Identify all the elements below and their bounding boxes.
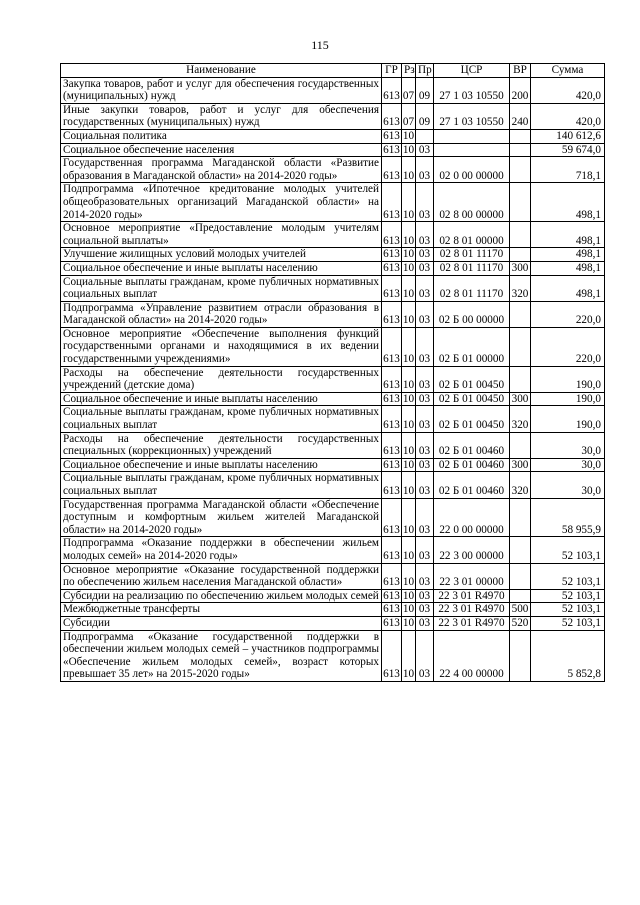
cell-name: Социальное обеспечение и иные выплаты населению: [61, 392, 382, 406]
cell-csr: 02 Б 01 00450: [434, 366, 510, 392]
header-vr: ВР: [510, 64, 531, 78]
cell-csr: [434, 129, 510, 143]
cell-pr: 03: [416, 222, 434, 248]
cell-csr: 02 0 00 00000: [434, 157, 510, 183]
cell-csr: 27 1 03 10550: [434, 77, 510, 103]
header-csr: ЦСР: [434, 64, 510, 78]
cell-name: Улучшение жилищных условий молодых учителей: [61, 248, 382, 262]
cell-name: Социальные выплаты гражданам, кроме публичных нормативных социальных выплат: [61, 472, 382, 498]
cell-name: Социальное обеспечение и иные выплаты населению: [61, 458, 382, 472]
cell-pr: [416, 129, 434, 143]
cell-rz: 10: [402, 222, 416, 248]
cell-pr: 03: [416, 630, 434, 681]
cell-sum: 52 103,1: [531, 537, 605, 563]
cell-pr: 03: [416, 366, 434, 392]
cell-rz: 10: [402, 261, 415, 274]
cell-sum: 498,1: [531, 275, 605, 301]
cell-sum: 498,1: [531, 222, 605, 248]
cell-gr: 613: [382, 537, 402, 563]
table-row: [61, 472, 605, 498]
cell-name: Основное мероприятие «Обеспечение выполнения функций государственными органами и находящимися в их ведении государственными учреждениями»: [61, 327, 382, 366]
cell-name: Подпрограмма «Ипотечное кредитование молодых учителей общеобразовательных организаций Магаданской области» на 2014-2020 годы»: [61, 183, 382, 222]
cell-sum: 30,0: [531, 458, 605, 472]
cell-vr: [510, 157, 531, 183]
cell-pr: 03: [416, 603, 434, 617]
cell-name: Основное мероприятие «Предоставление молодым учителям социальной выплаты»: [61, 222, 382, 248]
cell-name: Подпрограмма «Оказание государственной поддержки в обеспечении жильем молодых семей – участников подпрограммы «Обеспечение жильем молодых семей», возраст которых превышает 35 лет» на 2015-2020 годы»: [61, 630, 382, 681]
table-row: [61, 248, 605, 262]
cell-vr: [510, 129, 531, 143]
cell-vr: [510, 366, 531, 392]
table-row: [61, 432, 605, 458]
cell-name: Социальная политика: [61, 129, 382, 143]
cell-gr: 613: [382, 275, 402, 301]
cell-csr: 02 8 01 00000: [434, 222, 510, 248]
cell-rz: 07: [402, 103, 416, 129]
table-row: [61, 157, 605, 183]
cell-vr: 500: [510, 603, 531, 617]
table-row: [61, 630, 605, 681]
table-row: [61, 589, 605, 603]
cell-rz: 10: [402, 143, 415, 156]
header-row: [61, 64, 605, 78]
cell-name: Социальное обеспечение населения: [61, 143, 382, 157]
cell-sum: 498,1: [531, 248, 605, 262]
cell-vr: [510, 143, 531, 157]
cell-name: Расходы на обеспечение деятельности государственных учреждений (детские дома): [61, 366, 382, 392]
header-rz: Рз: [402, 64, 416, 78]
cell-rz: 10: [402, 248, 415, 261]
cell-vr: [510, 498, 531, 537]
table-row: [61, 498, 605, 537]
cell-rz: 10: [402, 630, 416, 681]
cell-csr: 22 4 00 00000: [434, 630, 510, 681]
cell-gr: 613: [382, 472, 402, 498]
cell-vr: [510, 537, 531, 563]
cell-rz: 10: [402, 366, 416, 392]
cell-gr: 613: [382, 327, 402, 366]
table-row: [61, 129, 605, 143]
cell-name: Социальные выплаты гражданам, кроме публичных нормативных социальных выплат: [61, 406, 382, 432]
cell-vr: [510, 222, 531, 248]
cell-vr: 300: [510, 261, 531, 275]
cell-pr: 03: [416, 616, 434, 630]
cell-csr: 02 Б 00 00000: [434, 301, 510, 327]
cell-csr: 02 8 01 11170: [434, 248, 510, 262]
cell-pr: 03: [416, 472, 434, 498]
cell-pr: 03: [416, 261, 434, 275]
cell-sum: 498,1: [531, 261, 605, 275]
cell-vr: 300: [510, 458, 531, 472]
cell-vr: 320: [510, 406, 531, 432]
cell-gr: 613: [383, 603, 400, 616]
cell-vr: [510, 327, 531, 366]
cell-sum: 30,0: [531, 432, 605, 458]
cell-pr: 03: [416, 498, 434, 537]
cell-rz: 10: [402, 327, 416, 366]
cell-gr: 613: [382, 563, 402, 589]
cell-gr: 613: [383, 143, 400, 156]
cell-name: Закупка товаров, работ и услуг для обеспечения государственных (муниципальных) нужд: [61, 77, 382, 103]
cell-csr: [434, 143, 510, 157]
table-row: [61, 406, 605, 432]
cell-sum: 498,1: [531, 183, 605, 222]
cell-pr: 03: [416, 392, 434, 406]
cell-name: Субсидии на реализацию по обеспечению жильем молодых семей: [61, 589, 382, 603]
cell-sum: 52 103,1: [531, 603, 605, 617]
cell-csr: 02 Б 01 00450: [434, 406, 510, 432]
cell-gr: 613: [382, 498, 402, 537]
page-number: 115: [311, 38, 329, 52]
cell-rz: 10: [402, 432, 416, 458]
cell-vr: 320: [510, 275, 531, 301]
cell-gr: 613: [382, 406, 402, 432]
cell-gr: 613: [383, 129, 400, 142]
cell-rz: 07: [402, 77, 416, 103]
cell-vr: [510, 183, 531, 222]
cell-csr: 22 3 01 00000: [434, 563, 510, 589]
table-row: [61, 103, 605, 129]
cell-pr: 03: [416, 248, 434, 262]
table-row: [61, 301, 605, 327]
cell-sum: 52 103,1: [531, 589, 605, 603]
cell-rz: 10: [402, 458, 415, 471]
cell-rz: 10: [402, 472, 416, 498]
cell-gr: 613: [382, 103, 402, 129]
cell-name: Субсидии: [61, 616, 382, 630]
header-sum: Сумма: [531, 64, 605, 78]
table-row: [61, 537, 605, 563]
cell-rz: 10: [402, 563, 416, 589]
cell-sum: 420,0: [531, 77, 605, 103]
table-row: [61, 392, 605, 406]
cell-vr: [510, 301, 531, 327]
cell-name: Социальное обеспечение и иные выплаты населению: [61, 261, 382, 275]
cell-gr: 613: [382, 432, 402, 458]
cell-gr: 613: [383, 248, 400, 261]
header-pr: Пр: [416, 64, 434, 78]
cell-pr: 03: [416, 458, 434, 472]
cell-rz: 10: [402, 129, 415, 142]
header-name: Наименование: [61, 64, 382, 78]
budget-table: [60, 63, 605, 682]
cell-vr: 240: [510, 103, 531, 129]
cell-rz: 10: [402, 616, 415, 629]
cell-csr: 22 3 00 00000: [434, 537, 510, 563]
cell-pr: 03: [416, 563, 434, 589]
cell-sum: 5 852,8: [531, 630, 605, 681]
cell-rz: 10: [402, 183, 416, 222]
cell-pr: 09: [416, 77, 434, 103]
cell-vr: 320: [510, 472, 531, 498]
table-row: [61, 222, 605, 248]
cell-vr: 200: [510, 77, 531, 103]
cell-pr: 03: [416, 406, 434, 432]
table-row: [61, 603, 605, 617]
cell-sum: 30,0: [531, 472, 605, 498]
cell-sum: 718,1: [531, 157, 605, 183]
table-row: [61, 327, 605, 366]
cell-csr: 02 8 01 11170: [434, 261, 510, 275]
cell-csr: 02 Б 01 00460: [434, 432, 510, 458]
cell-name: Подпрограмма «Оказание поддержки в обеспечении жильем молодых семей» на 2014-2020 годы»: [61, 537, 382, 563]
cell-csr: 22 0 00 00000: [434, 498, 510, 537]
cell-name: Основное мероприятие «Оказание государственной поддержки по обеспечению жильем населения Магаданской области»: [61, 563, 382, 589]
cell-sum: 52 103,1: [531, 616, 605, 630]
cell-rz: 10: [402, 301, 416, 327]
cell-pr: 03: [416, 143, 434, 157]
cell-vr: [510, 630, 531, 681]
cell-sum: 52 103,1: [531, 563, 605, 589]
cell-name: Государственная программа Магаданской области «Развитие образования в Магаданской области» на 2014-2020 годы»: [61, 157, 382, 183]
cell-sum: 190,0: [531, 392, 605, 406]
cell-sum: 220,0: [531, 301, 605, 327]
cell-csr: 22 3 01 R4970: [434, 603, 510, 617]
cell-sum: 190,0: [531, 406, 605, 432]
cell-csr: 22 3 01 R4970: [434, 616, 510, 630]
cell-csr: 02 Б 01 00460: [434, 458, 510, 472]
cell-gr: 613: [382, 366, 402, 392]
table-row: [61, 143, 605, 157]
cell-gr: 613: [383, 392, 400, 405]
cell-sum: 59 674,0: [531, 143, 605, 157]
cell-sum: 220,0: [531, 327, 605, 366]
cell-vr: [510, 248, 531, 262]
cell-vr: [510, 563, 531, 589]
cell-gr: 613: [382, 630, 402, 681]
cell-gr: 613: [382, 77, 402, 103]
cell-gr: 613: [383, 616, 400, 629]
cell-rz: 10: [402, 537, 416, 563]
cell-vr: 300: [510, 392, 531, 406]
cell-csr: 02 Б 01 00460: [434, 472, 510, 498]
cell-rz: 10: [402, 589, 415, 602]
cell-pr: 03: [416, 589, 434, 603]
table-row: [61, 183, 605, 222]
cell-rz: 10: [402, 498, 416, 537]
cell-sum: 190,0: [531, 366, 605, 392]
cell-pr: 03: [416, 537, 434, 563]
table-row: [61, 563, 605, 589]
cell-pr: 03: [416, 327, 434, 366]
cell-rz: 10: [402, 406, 416, 432]
cell-csr: 02 8 00 00000: [434, 183, 510, 222]
table-row: [61, 616, 605, 630]
cell-pr: 03: [416, 301, 434, 327]
cell-vr: [510, 432, 531, 458]
cell-gr: 613: [383, 589, 400, 602]
cell-csr: 22 3 01 R4970: [434, 589, 510, 603]
cell-gr: 613: [382, 157, 402, 183]
cell-csr: 02 Б 01 00450: [434, 392, 510, 406]
cell-sum: 140 612,6: [531, 129, 605, 143]
cell-rz: 10: [402, 603, 415, 616]
cell-gr: 613: [383, 261, 400, 274]
cell-pr: 03: [416, 275, 434, 301]
table-row: [61, 366, 605, 392]
header-gr: ГР: [382, 64, 402, 78]
cell-name: Расходы на обеспечение деятельности государственных специальных (коррекционных) учреждений: [61, 432, 382, 458]
cell-pr: 03: [416, 432, 434, 458]
table-body: [61, 77, 605, 681]
cell-csr: 02 Б 01 00000: [434, 327, 510, 366]
cell-gr: 613: [382, 301, 402, 327]
cell-name: Иные закупки товаров, работ и услуг для обеспечения государственных (муниципальных) нужд: [61, 103, 382, 129]
table-row: [61, 458, 605, 472]
cell-pr: 03: [416, 157, 434, 183]
cell-name: Социальные выплаты гражданам, кроме публичных нормативных социальных выплат: [61, 275, 382, 301]
cell-name: Межбюджетные трансферты: [61, 603, 382, 617]
cell-gr: 613: [382, 222, 402, 248]
table-row: [61, 275, 605, 301]
cell-name: Государственная программа Магаданской области «Обеспечение доступным и комфортным жильем жителей Магаданской области» на 2014-2020 годы»: [61, 498, 382, 537]
cell-gr: 613: [382, 183, 402, 222]
cell-rz: 10: [402, 157, 416, 183]
cell-sum: 58 955,9: [531, 498, 605, 537]
cell-name: Подпрограмма «Управление развитием отрасли образования в Магаданской области» на 2014-2020 годы»: [61, 301, 382, 327]
cell-pr: 09: [416, 103, 434, 129]
cell-pr: 03: [416, 183, 434, 222]
cell-gr: 613: [383, 458, 400, 471]
cell-vr: 520: [510, 616, 531, 630]
table-row: [61, 261, 605, 275]
cell-rz: 10: [402, 392, 415, 405]
cell-vr: [510, 589, 531, 603]
cell-csr: 27 1 03 10550: [434, 103, 510, 129]
cell-csr: 02 8 01 11170: [434, 275, 510, 301]
table-row: [61, 77, 605, 103]
cell-rz: 10: [402, 275, 416, 301]
cell-sum: 420,0: [531, 103, 605, 129]
